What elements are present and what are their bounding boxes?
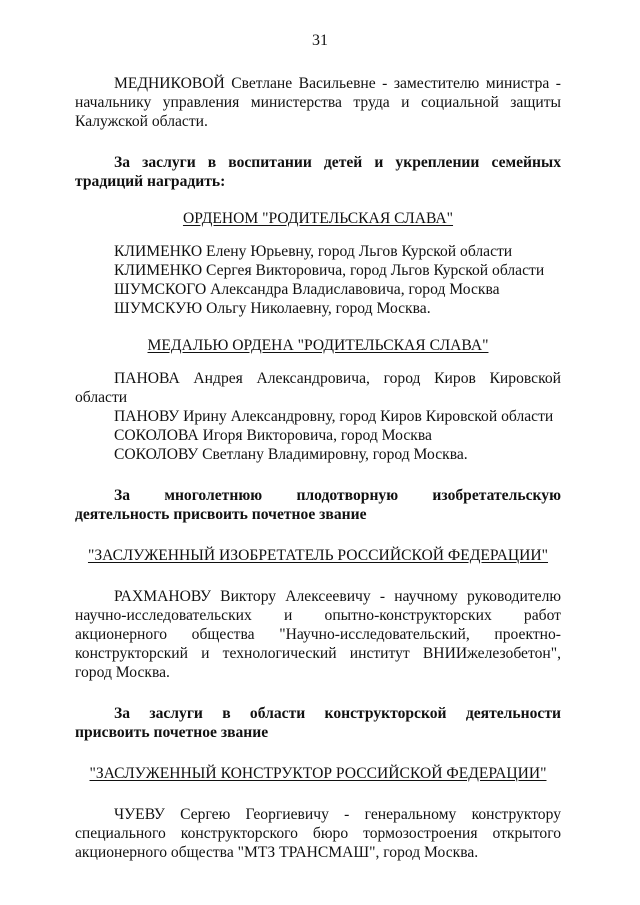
merit-inventor-line1: За многолетнюю плодотворную изобретательскую	[114, 487, 561, 504]
award-paragraph-chuev: ЧУЕВУ Сергею Георгиевичу - генеральному конструктору специального конструкторского бюро тормозостроения открытого акционерного общества "МТЗ ТРАНСМАШ", город Москва.	[75, 806, 561, 861]
award-paragraph-rakhmanov: РАХМАНОВУ Виктору Алексеевичу - научному руководителю научно-исследовательских и опытно-конструкторских работ акционерного общества "Научно-исследовательский, проектно-конструкторский и технологический институт ВНИИжелезобетон", город Москва.	[75, 588, 561, 681]
order-recipient: КЛИМЕНКО Елену Юрьевну, город Льгов Курской области	[114, 243, 513, 260]
medal-recipients-list	[75, 369, 561, 464]
merit-constructor-line1: За заслуги в области конструкторской деятельности	[114, 705, 561, 722]
order-parental-glory-heading: ОРДЕНОМ "РОДИТЕЛЬСКАЯ СЛАВА"	[182, 210, 454, 227]
honored-inventor-heading: "ЗАСЛУЖЕННЫЙ ИЗОБРЕТАТЕЛЬ РОССИЙСКОЙ ФЕДЕРАЦИИ"	[87, 547, 549, 564]
order-recipient: КЛИМЕНКО Сергея Викторовича, город Льгов Курской области	[114, 262, 545, 279]
merit-constructor-line2: присвоить почетное звание	[75, 724, 269, 741]
medal-parental-glory-heading: МЕДАЛЬЮ ОРДЕНА "РОДИТЕЛЬСКАЯ СЛАВА"	[147, 337, 489, 354]
document-body	[75, 74, 561, 862]
order-recipient: ШУМСКУЮ Ольгу Николаевну, город Москва.	[114, 300, 431, 317]
medal-recipient: ПАНОВУ Ирину Александровну, город Киров Кировской области	[114, 408, 554, 425]
merit-inventor-line2: деятельность присвоить почетное звание	[75, 506, 367, 523]
medal-recipient: СОКОЛОВА Игоря Викторовича, город Москва	[114, 427, 432, 444]
order-recipient: ШУМСКОГО Александра Владиславовича, город Москва	[114, 281, 500, 298]
merit-family-line1: За заслуги в воспитании детей и укреплении семейных	[114, 154, 561, 171]
merit-family-line2: традиций наградить:	[75, 173, 226, 190]
order-recipients-list	[75, 242, 561, 318]
medal-recipient: СОКОЛОВУ Светлану Владимировну, город Москва.	[114, 446, 468, 463]
medal-recipient: ПАНОВА Андрея Александровича, город Киров Кировской области	[75, 370, 561, 406]
page-number: 31	[312, 32, 328, 49]
honored-constructor-heading: "ЗАСЛУЖЕННЫЙ КОНСТРУКТОР РОССИЙСКОЙ ФЕДЕРАЦИИ"	[89, 765, 547, 782]
award-paragraph-mednikova: МЕДНИКОВОЙ Светлане Васильевне - заместителю министра - начальнику управления министерства труда и социальной защиты Калужской области.	[75, 75, 561, 130]
